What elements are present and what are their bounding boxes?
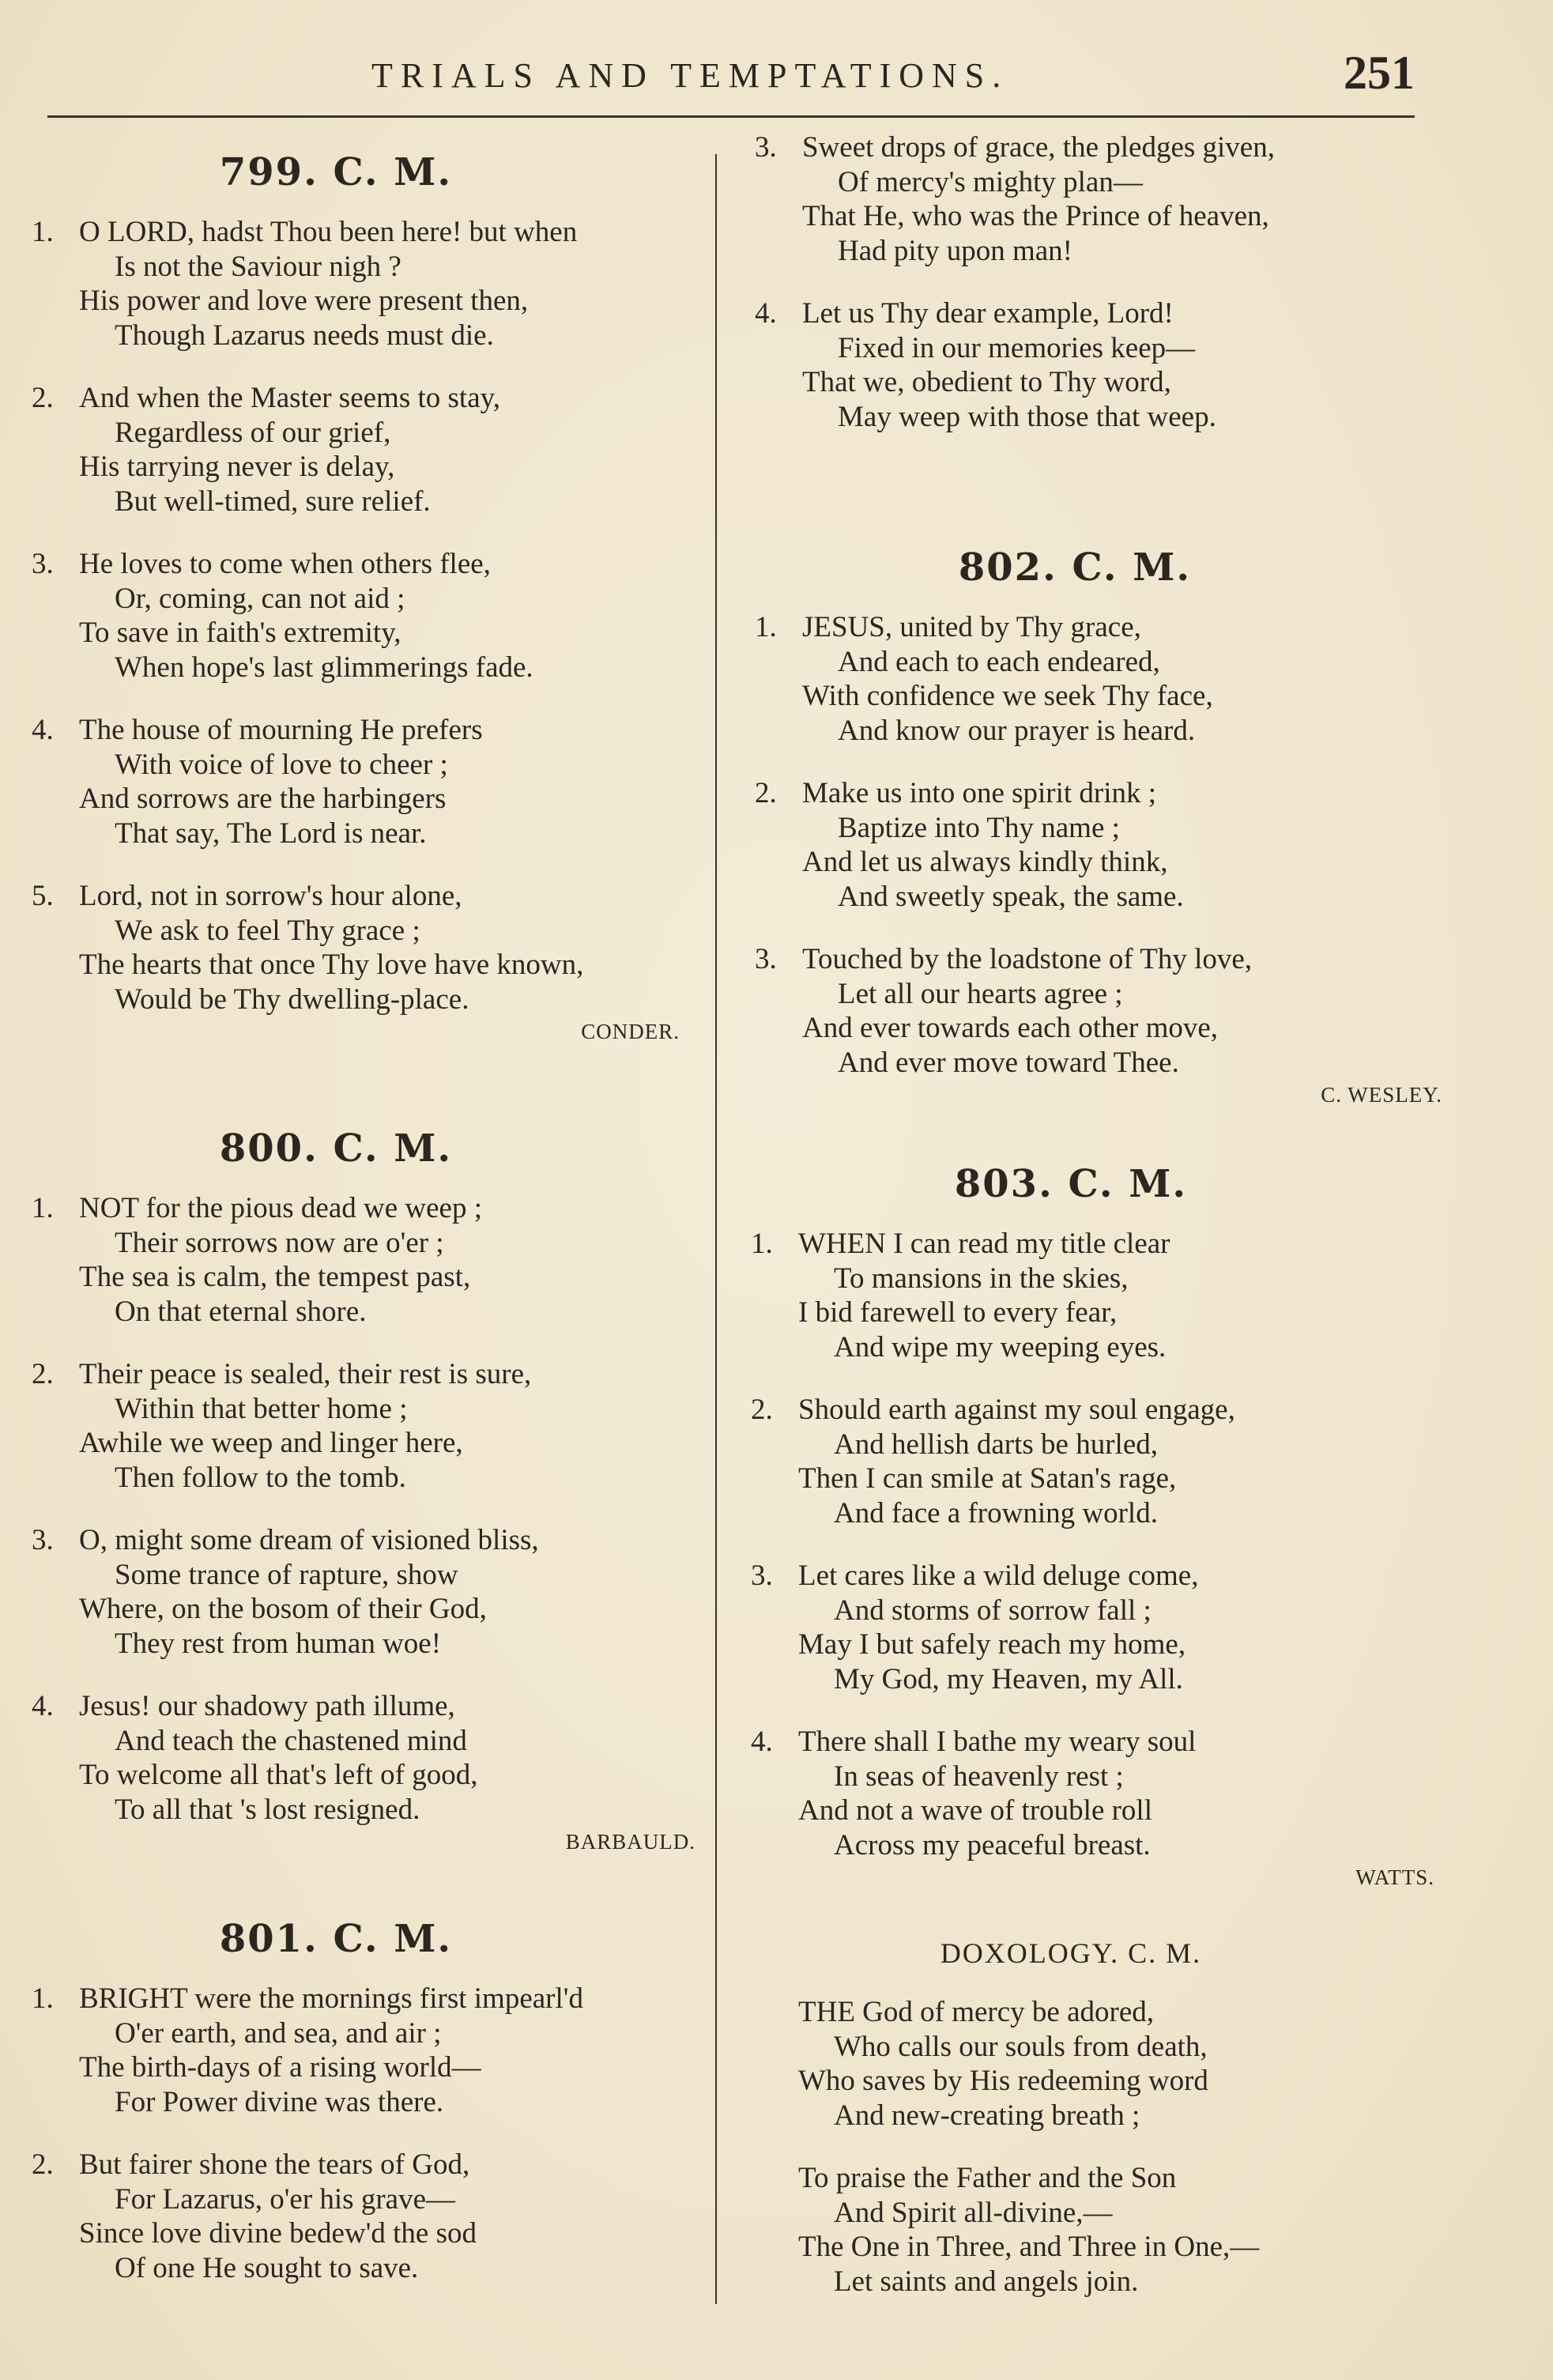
verse-line: Then follow to the tomb. (115, 1461, 406, 1494)
stanza-number: 3. (755, 943, 777, 975)
stanza (751, 1227, 1462, 1364)
stanza (32, 1689, 711, 1827)
stanza (32, 547, 711, 685)
stanza-number: 2. (32, 1358, 54, 1390)
doxology (751, 1937, 1462, 2299)
stanza (32, 1523, 711, 1661)
stanza-number: 3. (32, 548, 54, 580)
hymn-799 (32, 150, 711, 1044)
verse-line: And ever towards each other move, (802, 1012, 1219, 1044)
verse-line: Would be Thy dwelling-place. (115, 983, 469, 1016)
verse-line: Where, on the bosom of their God, (79, 1593, 487, 1625)
verse-line: But fairer shone the tears of God, (79, 2148, 470, 2181)
verse-line: They rest from human woe! (115, 1627, 442, 1660)
verse-line: The One in Three, and Three in One,— (798, 2231, 1260, 2263)
author-credit: C. WESLEY. (1321, 1083, 1442, 1107)
column-divider (715, 154, 717, 2304)
verse-line: And teach the chastened mind (115, 1724, 467, 1757)
stanza-number: 4. (32, 714, 54, 746)
verse-line: And storms of sorrow fall ; (834, 1594, 1152, 1627)
verse-line: On that eternal shore. (115, 1295, 367, 1328)
stanza (32, 713, 711, 851)
verse-line: But well-timed, sure relief. (115, 485, 431, 518)
stanza-number: 2. (32, 2148, 54, 2181)
stanza-number: 1. (755, 611, 777, 643)
stanza (32, 1191, 711, 1329)
verse-line: Who calls our souls from death, (834, 2030, 1208, 2063)
verse-line: Or, coming, can not aid ; (115, 582, 405, 615)
stanza-number: 5. (32, 880, 54, 912)
stanza-number: 1. (751, 1228, 773, 1260)
verse-line: And sorrows are the harbingers (79, 783, 447, 815)
verse-line: And hellish darts be hurled, (834, 1428, 1158, 1461)
verse-line: Fixed in our memories keep— (838, 331, 1196, 364)
stanza (755, 942, 1466, 1080)
verse-line: Lord, not in sorrow's hour alone, (79, 880, 462, 912)
stanza (755, 610, 1466, 748)
verse-line: And wipe my weeping eyes. (834, 1330, 1167, 1364)
stanza (32, 2148, 711, 2285)
verse-line: May I but safely reach my home, (798, 1628, 1186, 1661)
verse-line: And Spirit all-divine,— (834, 2196, 1113, 2229)
hymn-800 (32, 1126, 711, 1854)
verse-line: To mansions in the skies, (834, 1262, 1129, 1295)
verse-line: The birth-days of a rising world— (79, 2051, 481, 2084)
stanza-number: 3. (755, 131, 777, 164)
verse-line: Some trance of rapture, show (115, 1558, 458, 1591)
stanza-number: 1. (32, 1982, 54, 2015)
verse-line: Had pity upon man! (838, 234, 1072, 267)
hymn-802 (755, 545, 1466, 1107)
verse-line: O, might some dream of visioned bliss, (79, 1524, 539, 1556)
verse-line: His tarrying never is delay, (79, 451, 395, 483)
verse-line: His power and love were present then, (79, 285, 529, 317)
hymn-title: 799. C. M. (219, 150, 453, 194)
verse-line: Let all our hearts agree ; (838, 977, 1123, 1010)
verse-line: O'er earth, and sea, and air ; (115, 2016, 442, 2050)
stanza (32, 1982, 711, 2119)
verse-line: Though Lazarus needs must die. (115, 319, 494, 352)
verse-line: We ask to feel Thy grace ; (115, 914, 420, 947)
verse-line: And let us always kindly think, (802, 846, 1168, 878)
verse-line: And when the Master seems to stay, (79, 382, 500, 414)
verse-line: To praise the Father and the Son (798, 2162, 1177, 2194)
verse-line: The hearts that once Thy love have known, (79, 949, 584, 981)
stanza (751, 1995, 1462, 2133)
verse-line: The house of mourning He prefers (79, 714, 483, 746)
running-title: TRIALS AND TEMPTATIONS. (371, 56, 1009, 95)
stanza-number: 1. (32, 216, 54, 248)
verse-line: And sweetly speak, the same. (838, 880, 1184, 913)
verse-line: My God, my Heaven, my All. (834, 1662, 1183, 1695)
verse-line: To all that 's lost resigned. (115, 1793, 420, 1826)
verse-line: Baptize into Thy name ; (838, 811, 1120, 844)
verse-line: Let cares like a wild deluge come, (798, 1560, 1199, 1592)
stanza-number: 2. (32, 382, 54, 414)
hymn-title: 800. C. M. (219, 1126, 453, 1171)
verse-line: That we, obedient to Thy word, (802, 366, 1171, 398)
verse-line: With voice of love to cheer ; (115, 748, 448, 781)
stanza-number: 3. (32, 1524, 54, 1556)
verse-line: To welcome all that's left of good, (79, 1759, 478, 1791)
verse-line: In seas of heavenly rest ; (834, 1760, 1124, 1793)
stanza (32, 879, 711, 1016)
stanza (32, 381, 711, 519)
verse-line: Since love divine bedew'd the sod (79, 2217, 477, 2250)
verse-line: NOT for the pious dead we weep ; (79, 1192, 482, 1224)
stanza-number: 4. (751, 1726, 773, 1758)
hymn-803 (751, 1162, 1462, 1890)
author-credit: WATTS. (1355, 1865, 1434, 1889)
header-rule (47, 115, 1415, 118)
verse-line: Jesus! our shadowy path illume, (79, 1690, 455, 1722)
verse-line: Touched by the loadstone of Thy love, (802, 943, 1253, 975)
verse-line: Who saves by His redeeming word (798, 2065, 1208, 2097)
verse-line: That say, The Lord is near. (115, 817, 427, 850)
verse-line: Regardless of our grief, (115, 416, 391, 449)
stanza-number: 1. (32, 1192, 54, 1224)
stanza (32, 215, 711, 353)
verse-line: And each to each endeared, (838, 645, 1160, 678)
verse-line: For Lazarus, o'er his grave— (115, 2182, 455, 2216)
hymn-title: 802. C. M. (958, 545, 1192, 590)
doxology-title: DOXOLOGY. C. M. (940, 1937, 1202, 1969)
verse-line: That He, who was the Prince of heaven, (802, 200, 1269, 232)
hymn-801 (32, 1917, 711, 2285)
verse-line: THE God of mercy be adored, (798, 1996, 1154, 2028)
stanza (751, 1725, 1462, 1862)
stanza (32, 1357, 711, 1495)
verse-line: When hope's last glimmerings fade. (115, 651, 533, 684)
author-credit: CONDER. (581, 1020, 680, 1043)
stanza-number: 2. (751, 1394, 773, 1426)
hymn-801-continued (755, 130, 1466, 434)
verse-line: And face a frowning world. (834, 1496, 1158, 1529)
stanza-number: 4. (32, 1690, 54, 1722)
verse-line: Of one He sought to save. (115, 2251, 419, 2284)
verse-line: Let us Thy dear example, Lord! (802, 297, 1174, 330)
verse-line: Sweet drops of grace, the pledges given, (802, 131, 1275, 164)
verse-line: He loves to come when others flee, (79, 548, 491, 580)
verse-line: Let saints and angels join. (834, 2265, 1139, 2298)
verse-line: And not a wave of trouble roll (798, 1794, 1152, 1827)
verse-line: BRIGHT were the mornings first impearl'd (79, 1982, 583, 2015)
stanza-number: 3. (751, 1560, 773, 1592)
verse-line: And new-creating breath ; (834, 2099, 1140, 2132)
author-credit: BARBAULD. (565, 1830, 695, 1854)
verse-line: Make us into one spirit drink ; (802, 777, 1157, 809)
verse-line: WHEN I can read my title clear (798, 1228, 1170, 1260)
verse-line: I bid farewell to every fear, (798, 1296, 1118, 1329)
stanza (751, 1393, 1462, 1530)
verse-line: Their peace is sealed, their rest is sure, (79, 1358, 532, 1390)
verse-line: O LORD, hadst Thou been here! but when (79, 216, 578, 248)
verse-line: For Power divine was there. (115, 2085, 444, 2118)
verse-line: Should earth against my soul engage, (798, 1394, 1235, 1426)
stanza (755, 130, 1466, 268)
hymn-title: 801. C. M. (219, 1917, 453, 1961)
verse-line: To save in faith's extremity, (79, 617, 401, 649)
stanza (755, 776, 1466, 914)
stanza (751, 2161, 1462, 2299)
stanza-number: 2. (755, 777, 777, 809)
verse-line: And ever move toward Thee. (838, 1046, 1179, 1079)
verse-line: Of mercy's mighty plan— (838, 165, 1143, 198)
stanza-number: 4. (755, 297, 777, 330)
verse-line: Across my peaceful breast. (834, 1828, 1151, 1861)
verse-line: JESUS, united by Thy grace, (802, 611, 1141, 643)
verse-line: Awhile we weep and linger here, (79, 1427, 463, 1459)
verse-line: And know our prayer is heard. (838, 714, 1196, 747)
verse-line: With confidence we seek Thy face, (802, 680, 1213, 712)
verse-line: Is not the Saviour nigh ? (115, 250, 401, 283)
verse-line: Their sorrows now are o'er ; (115, 1226, 444, 1259)
verse-line: There shall I bathe my weary soul (798, 1726, 1197, 1758)
verse-line: May weep with those that weep. (838, 400, 1216, 433)
verse-line: The sea is calm, the tempest past, (79, 1261, 471, 1293)
verse-line: Within that better home ; (115, 1392, 408, 1425)
verse-line: Then I can smile at Satan's rage, (798, 1462, 1177, 1495)
stanza (755, 296, 1466, 434)
stanza (751, 1559, 1462, 1696)
hymn-title: 803. C. M. (954, 1162, 1188, 1206)
page-number: 251 (1344, 47, 1415, 99)
